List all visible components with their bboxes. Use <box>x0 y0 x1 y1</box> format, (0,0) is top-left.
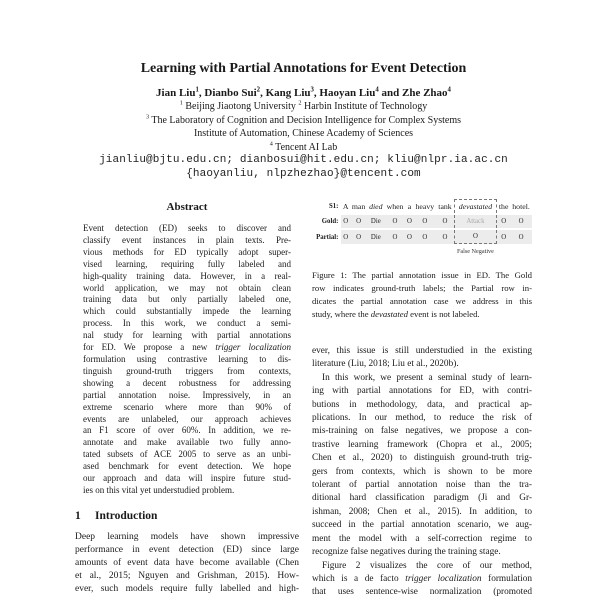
text-line: dicates the partial annotation case we address in this <box>312 296 532 306</box>
token-cell: O <box>406 215 414 228</box>
text-line: an F1 score of over 60%. In addition, we re- <box>83 425 291 436</box>
text-line: classify event instances in plain texts. Pre- <box>83 234 291 245</box>
section-number: 1 <box>75 509 81 522</box>
token-cell: O <box>384 230 405 244</box>
word-cell: the <box>498 201 509 211</box>
false-negative-row <box>312 246 532 255</box>
empty-cell <box>341 246 350 255</box>
token-cell: O <box>497 215 510 228</box>
email-line: jianliu@bjtu.edu.cn; dianbosui@hit.edu.cn; kliu@nlpr.ia.ac.cn <box>99 154 508 166</box>
text-line: that uses sentence-wise normalization (promoted <box>312 587 532 598</box>
token-cell: O <box>413 230 436 244</box>
empty-cell <box>384 246 405 255</box>
text-line: high-quality training data. However, in a real- <box>83 270 291 281</box>
text-line: butions in methodology, data, and practical ap- <box>312 399 532 410</box>
text-line: tated subsets of ACE 2005 to serve as an unbi- <box>83 449 291 460</box>
empty-cell <box>413 246 436 255</box>
word-cell: devastated <box>454 199 498 213</box>
word-cell: tank <box>438 201 452 211</box>
section-title: Introduction <box>95 509 158 522</box>
empty-cell <box>406 246 414 255</box>
token-cell: O <box>454 230 498 244</box>
token-cell: Attack <box>454 215 498 228</box>
text-line: mis-training on false negatives, we propose a con- <box>312 426 532 437</box>
token-cell: O <box>341 215 350 228</box>
row-label: Partial: <box>316 233 339 241</box>
word-cell: A <box>342 201 349 211</box>
empty-cell <box>350 246 367 255</box>
gold-row <box>312 215 532 228</box>
figure1 <box>312 197 532 257</box>
text-line: which is a de facto trigger localization formulation <box>312 573 532 584</box>
text-line: ever, such models require fully labelled and high- <box>75 583 299 594</box>
text-line: trastive learning framework (Chopra et al., 2005; <box>312 439 532 450</box>
text-line: Figure 2 visualizes the core of our method, <box>322 560 532 571</box>
word-cell: hotel. <box>512 201 530 211</box>
right-column-text <box>312 345 532 600</box>
two-column-body <box>75 195 532 600</box>
token-cell: O <box>350 215 367 228</box>
empty-cell <box>367 246 384 255</box>
text-line: amounts of event data have become available (Chen <box>75 557 299 568</box>
section-heading-introduction <box>75 510 299 522</box>
token-cell: O <box>350 230 367 244</box>
token-cell: O <box>436 215 453 228</box>
text-line: vised learning, requiring fully labeled and <box>83 258 291 269</box>
text-line: et al., 2015; Nguyen and Grishman, 2015). How- <box>75 570 299 581</box>
text-line: Event detection (ED) seeks to discover and <box>83 223 291 233</box>
false-negative-label: False Negative <box>456 247 494 255</box>
abstract-heading: Abstract <box>166 201 208 213</box>
left-column <box>75 195 299 596</box>
row-label: Gold: <box>321 218 339 225</box>
text-line: plications. In our method, to reduce the risk of <box>312 413 532 424</box>
text-line: performance in event detection (ED) since large <box>75 544 299 555</box>
text-line: literature (Liu, 2018; Liu et al., 2020b). <box>312 359 459 370</box>
text-line: our approach and data will inspire future stud- <box>83 473 291 484</box>
token-cell: O <box>510 215 532 228</box>
affiliation-line: Institute of Automation, Chinese Academy of Sciences <box>193 128 414 139</box>
text-line: ditional hard classification paradigm (Ji and Gr- <box>312 493 532 504</box>
text-line: ment the model with a self-correction regime to <box>312 533 532 544</box>
text-line: which could substantially impede the learning <box>83 306 291 317</box>
text-line: nal study for learning with partial annotations <box>83 330 291 341</box>
sentence-row <box>312 199 532 213</box>
text-line: events are unlabeled, our approach achieves <box>83 413 291 424</box>
word-cell: a <box>407 201 412 211</box>
text-line: succeed in the partial annotation scenario, we aug- <box>312 520 532 531</box>
text-line: partial annotation noise. Impressively, in an <box>83 389 291 400</box>
text-line: In this work, we present a seminal study of learn- <box>322 372 532 383</box>
introduction-text <box>75 531 299 596</box>
affiliation-line: $^4$ Tencent AI Lab <box>269 140 338 153</box>
text-line: vious methods for ED typically adopt super- <box>83 246 291 257</box>
text-line: gers from contexts, which is shown to be more <box>312 466 532 477</box>
affiliation-line: $^3$ The Laboratory of Cognition and Decision Intelligence for Complex Systems <box>145 113 462 126</box>
token-cell: O <box>497 230 510 244</box>
text-line: extreme scenario where more than 90% of <box>83 401 291 412</box>
token-cell: O <box>341 230 350 244</box>
token-cell: O <box>436 230 453 244</box>
text-line: tinguish ground-truth triggers from contexts, <box>83 365 291 376</box>
token-cell: O <box>406 230 414 244</box>
empty-cell <box>497 246 510 255</box>
text-line: for ED. We propose a new trigger localization <box>83 342 291 353</box>
token-cell: O <box>384 215 405 228</box>
right-column <box>312 195 532 600</box>
text-line: formulation using contrastive learning to dis- <box>83 353 291 364</box>
text-line: training data but only partially labeled one, <box>83 294 291 305</box>
word-cell: heavy <box>415 201 435 211</box>
row-label: S1: <box>328 202 339 210</box>
token-cell: Die <box>367 230 384 244</box>
token-cell: Die <box>367 215 384 228</box>
text-line: recognize false negatives during the training stage. <box>312 547 501 558</box>
text-line: tolerant of partial annotation noise than the tra- <box>312 480 532 491</box>
token-cell: O <box>510 230 532 244</box>
text-line: showing a decent robustness for addressing <box>83 377 291 388</box>
text-line: annotate and make available two fully anno- <box>83 437 291 448</box>
text-line: process. In this work, we conduct a semi- <box>83 318 291 329</box>
partial-row <box>312 230 532 244</box>
text-line: ishman, 2008; Chen et al., 2015). In addition, to <box>312 506 532 517</box>
text-line: ing with partial annotations for ED, with contri- <box>312 386 532 397</box>
text-line: Chen et al., 2020) to distinguish ground-truth trig- <box>312 453 532 464</box>
text-line: study, where the devastated event is not labeled. <box>312 309 480 319</box>
paper-header <box>75 60 532 181</box>
author-line: Jian Liu$^1$, Dianbo Sui$^2$, Kang Liu$^3$, Haoyan Liu$^4$ and Zhe Zhao$^4$ <box>156 86 451 99</box>
text-line: ever, this issue is still understudied in the existing <box>312 346 532 356</box>
text-line: Figure 1: The partial annotation issue in ED. The Gold <box>312 270 532 280</box>
abstract-text <box>75 223 299 497</box>
token-cell: O <box>413 215 436 228</box>
word-cell: died <box>369 201 383 211</box>
text-line: world application, we may not obtain clean <box>83 282 291 293</box>
email-line: {haoyanliu, nlpzhezhao}@tencent.com <box>186 167 421 180</box>
row-label <box>312 246 341 255</box>
text-line: ies on this vital yet understudied problem. <box>83 484 235 495</box>
text-line: row indicates ground-truth labels; the Partial row in- <box>312 283 532 293</box>
affiliation-line: $^1$ Beijing Jiaotong University $^2$ Harbin Institute of Technology <box>179 99 428 112</box>
word-cell: when <box>386 201 404 211</box>
text-line: Deep learning models have shown impressive <box>75 531 299 542</box>
empty-cell <box>510 246 532 255</box>
text-line: ased benchmark for event detection. We hope <box>83 461 291 472</box>
empty-cell <box>436 246 453 255</box>
word-cell: man <box>351 201 366 211</box>
figure1-caption <box>312 269 532 321</box>
paper-title: Learning with Partial Annotations for Event Detection <box>140 61 467 76</box>
figure1-table <box>312 197 532 257</box>
